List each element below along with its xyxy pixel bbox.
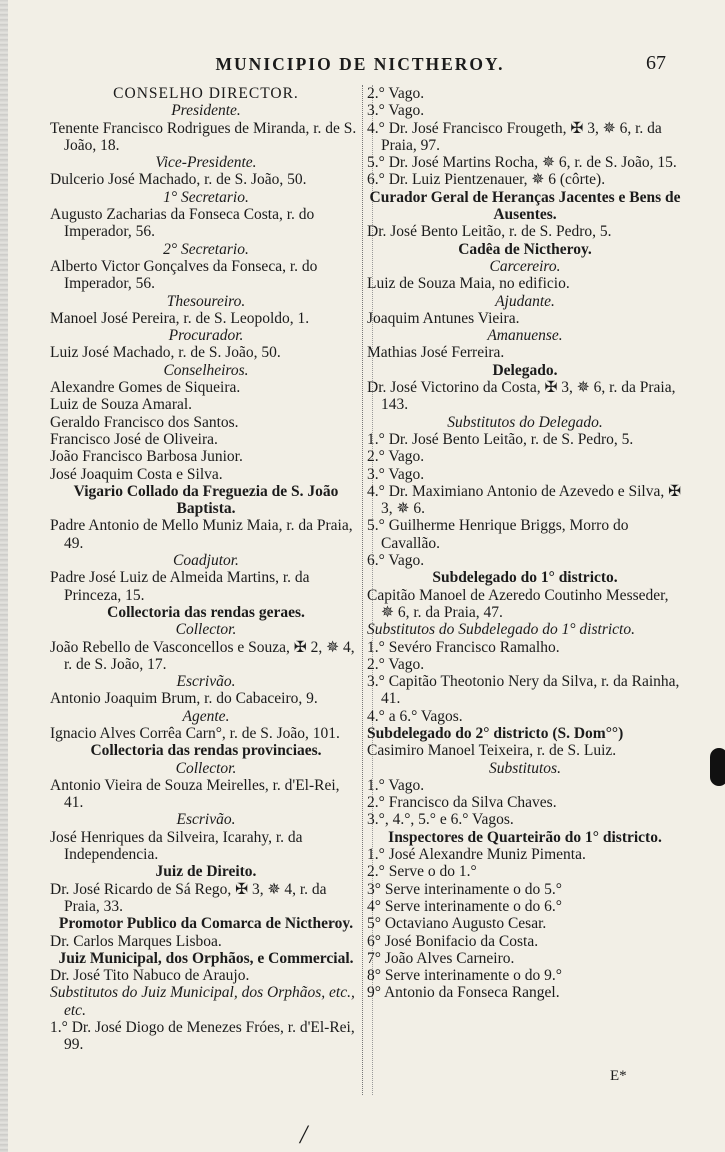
column-rule — [362, 85, 363, 1095]
section-heading: Juiz de Direito. — [155, 863, 257, 881]
entry-line: 3.° Capitão Theotonio Nery da Silva, r. da Rainha, 41. — [367, 673, 680, 708]
section-heading: Collector. — [175, 621, 237, 639]
entry-line: Augusto Zacharias da Fonseca Costa, r. do Imperador, 56. — [50, 206, 315, 241]
section-heading: Collectoria das rendas provinciaes. — [90, 742, 322, 760]
entry-line: 3.°, 4.°, 5.° e 6.° Vagos. — [367, 811, 514, 829]
section-heading: Juiz Municipal, dos Orphãos, e Commercial. — [58, 949, 354, 967]
section-heading: Escrivão. — [176, 673, 236, 691]
entry-line: Ignacio Alves Corrêa Carn°, r. de S. João, 101. — [50, 724, 340, 742]
entry-line: 6.° Dr. Luiz Pientzenauer, ✵ 6 (côrte). — [367, 171, 606, 189]
entry-line: Luiz José Machado, r. de S. João, 50. — [50, 344, 281, 362]
page-edge — [0, 0, 8, 1152]
section-heading: 2° Secretario. — [163, 240, 249, 258]
right-column — [367, 85, 683, 1002]
section-heading: Subdelegado do 2° districto (S. Dom°°) — [367, 724, 624, 742]
entry-line: José Henriques da Silveira, Icarahy, r. da Independencia. — [50, 828, 303, 864]
entry-line: 4.° a 6.° Vagos. — [367, 707, 463, 725]
section-heading: Conselheiros. — [163, 361, 249, 379]
entry-line: Geraldo Francisco dos Santos. — [50, 413, 239, 431]
entry-line: Dulcerio José Machado, r. de S. João, 50. — [50, 171, 307, 189]
entry-line: Dr. Carlos Marques Lisboa. — [50, 932, 222, 950]
entry-line: Antonio Vieira de Souza Meirelles, r. d'El-Rei, 41. — [50, 776, 340, 812]
signature-mark: E* — [610, 1068, 627, 1084]
section-heading: Vice-Presidente. — [155, 154, 257, 172]
entry-line: Mathias José Ferreira. — [367, 344, 505, 362]
entry-line: 9° Antonio da Fonseca Rangel. — [367, 984, 560, 1002]
entry-line: Luiz de Souza Maia, no edificio. — [367, 275, 570, 293]
entry-line: 6.° Vago. — [367, 552, 425, 570]
entry-line: 7° João Alves Carneiro. — [367, 949, 515, 967]
entry-line: Antonio Joaquim Brum, r. do Cabaceiro, 9. — [50, 690, 318, 708]
entry-line: 6° José Bonifacio da Costa. — [367, 932, 539, 950]
section-heading: Escrivão. — [176, 811, 236, 829]
entry-line: 1.° José Alexandre Muniz Pimenta. — [367, 846, 586, 864]
section-heading: Procurador. — [168, 327, 244, 345]
entry-line: 1.° Dr. José Diogo de Menezes Fróes, r. d'El-Rei, 99. — [50, 1019, 355, 1054]
section-heading: Collector. — [175, 759, 237, 777]
entry-line: Joaquim Antunes Vieira. — [367, 309, 520, 327]
section-heading: Carcereiro. — [489, 257, 561, 275]
entry-line: 2.° Francisco da Silva Chaves. — [367, 794, 557, 812]
entry-line: 2.° Serve o do 1.° — [367, 863, 477, 881]
entry-line: 4° Serve interinamente o do 6.° — [367, 897, 562, 915]
entry-line: João Rebello de Vasconcellos e Souza, ✠ 2, ✵ 4, r. de S. João, 17. — [50, 638, 355, 673]
section-heading: Delegado. — [492, 361, 558, 379]
entry-line: Luiz de Souza Amaral. — [50, 396, 193, 414]
entry-line: 5.° Guilherme Henrique Briggs, Morro do Cavallão. — [367, 517, 629, 552]
section-heading: Substitutos do Delegado. — [447, 413, 603, 431]
entry-line: Tenente Francisco Rodrigues de Miranda, r. de S. João, 18. — [50, 119, 357, 154]
entry-line: 5.° Dr. José Martins Rocha, ✵ 6, r. de S. João, 15. — [367, 154, 677, 172]
pencil-mark: / — [300, 1120, 308, 1149]
entry-line: 3.° Vago. — [367, 465, 425, 483]
entry-line: João Francisco Barbosa Junior. — [50, 448, 243, 466]
entry-line: 1.° Vago. — [367, 776, 425, 794]
entry-line: 3° Serve interinamente o do 5.° — [367, 880, 562, 898]
entry-line: 3.° Vago. — [367, 102, 425, 120]
entry-line: Dr. José Tito Nabuco de Araujo. — [50, 967, 250, 985]
entry-line: 4.° Dr. Maximiano Antonio de Azevedo e Silva, ✠ 3, ✵ 6. — [367, 482, 682, 518]
section-heading: Cadêa de Nictheroy. — [458, 240, 592, 258]
section-heading: Agente. — [182, 707, 230, 725]
entry-line: 2.° Vago. — [367, 448, 425, 466]
section-heading: 1° Secretario. — [163, 188, 249, 206]
entry-line: Substitutos do Subdelegado do 1° districto. — [367, 621, 635, 639]
section-heading: Inspectores de Quarteirão do 1° districto. — [388, 828, 662, 846]
page-title: MUNICIPIO DE NICTHEROY. — [215, 54, 505, 74]
entry-line: 2.° Vago. — [367, 655, 425, 673]
section-heading: Presidente. — [171, 102, 241, 120]
entry-line: Dr. José Victorino da Costa, ✠ 3, ✵ 6, r. da Praia, 143. — [367, 379, 676, 414]
entry-line: Dr. José Ricardo de Sá Rego, ✠ 3, ✵ 4, r. da Praia, 33. — [50, 880, 327, 915]
running-header — [0, 52, 725, 78]
entry-line: Padre José Luiz de Almeida Martins, r. da Princeza, 15. — [50, 569, 310, 604]
left-column — [50, 85, 362, 1054]
section-heading: Ajudante. — [495, 292, 555, 310]
entry-line: 1.° Dr. José Bento Leitão, r. de S. Pedro, 5. — [367, 430, 634, 448]
section-heading: Coadjutor. — [173, 552, 239, 570]
section-heading: Curador Geral de Heranças Jacentes e Bens de Ausentes. — [369, 188, 681, 224]
ink-blot — [710, 748, 725, 786]
entry-line: Alberto Victor Gonçalves da Fonseca, r. do Imperador, 56. — [50, 257, 318, 293]
page-number: 67 — [646, 52, 666, 74]
section-heading: Thesoureiro. — [166, 292, 246, 310]
entry-line: 1.° Sevéro Francisco Ramalho. — [367, 638, 560, 656]
section-heading: Subdelegado do 1° districto. — [432, 569, 618, 587]
entry-line: José Joaquim Costa e Silva. — [50, 465, 223, 483]
entry-line: Manoel José Pereira, r. de S. Leopoldo, 1. — [50, 309, 310, 327]
section-heading: CONSELHO DIRECTOR. — [113, 85, 299, 102]
entry-line: Casimiro Manoel Teixeira, r. de S. Luiz. — [367, 742, 617, 760]
section-heading: Collectoria das rendas geraes. — [107, 603, 305, 621]
section-heading: Substitutos. — [489, 759, 561, 777]
entry-line: Padre Antonio de Mello Muniz Maia, r. da Praia, 49. — [50, 517, 353, 552]
entry-line: Francisco José de Oliveira. — [50, 430, 218, 448]
entry-line: Dr. José Bento Leitão, r. de S. Pedro, 5. — [367, 223, 612, 241]
entry-line: Substitutos do Juiz Municipal, dos Orphãos, etc., etc. — [50, 984, 355, 1019]
entry-line: 4.° Dr. José Francisco Frougeth, ✠ 3, ✵ 6, r. da Praia, 97. — [367, 119, 662, 154]
section-heading: Amanuense. — [487, 327, 563, 345]
entry-line: Alexandre Gomes de Siqueira. — [50, 379, 241, 397]
entry-line: 8° Serve interinamente o do 9.° — [367, 967, 562, 985]
entry-line: Capitão Manoel de Azeredo Coutinho Messeder, ✵ 6, r. da Praia, 47. — [367, 586, 669, 621]
section-heading: Vigario Collado da Freguezia de S. João Baptista. — [73, 482, 339, 518]
entry-line: 2.° Vago. — [367, 85, 425, 102]
entry-line: 5° Octaviano Augusto Cesar. — [367, 915, 547, 933]
section-heading: Promotor Publico da Comarca de Nictheroy. — [58, 915, 354, 933]
